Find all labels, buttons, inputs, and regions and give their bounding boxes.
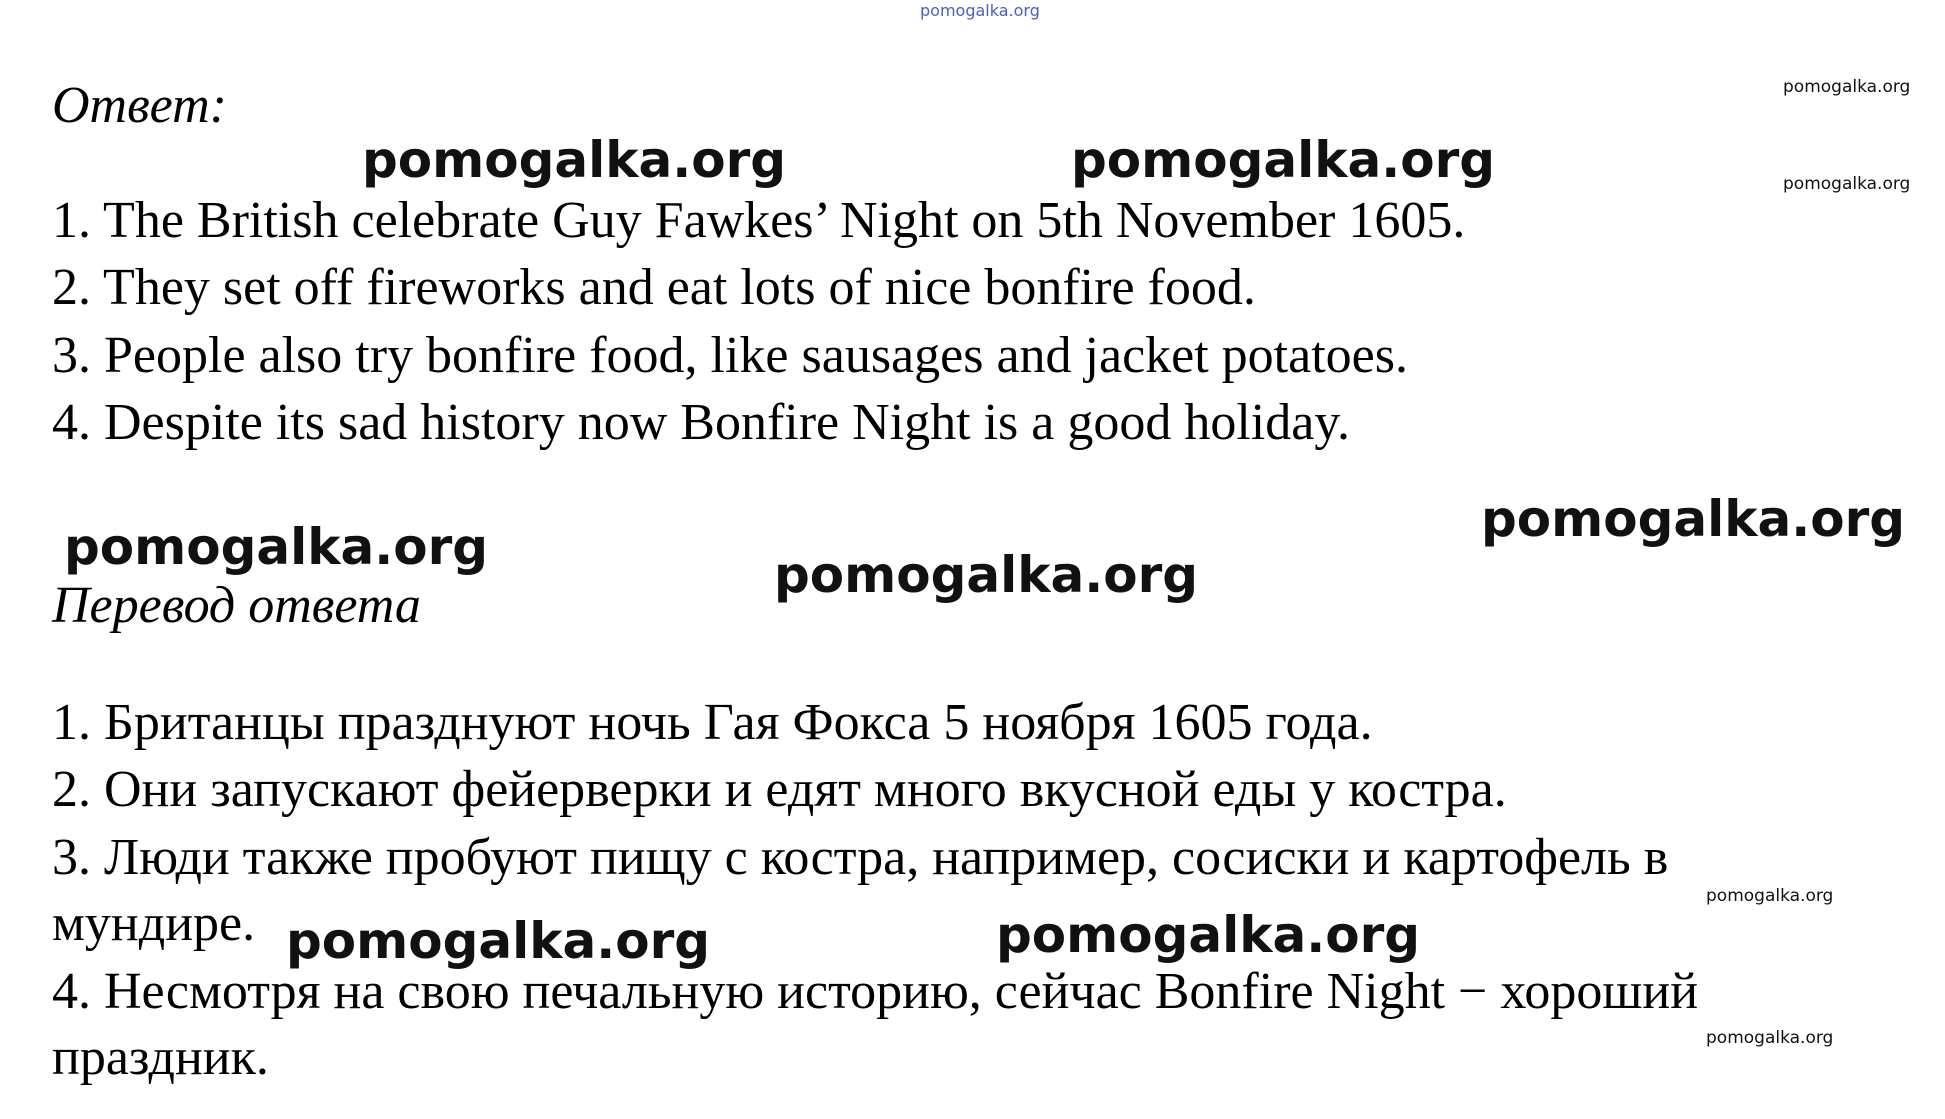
watermark-small: pomogalka.org [1783, 77, 1911, 97]
translation-heading: Перевод ответа [52, 577, 421, 634]
watermark-small: pomogalka.org [1783, 174, 1911, 194]
translation-line-1: 1. Британцы празднуют ночь Гая Фокса 5 ноября 1605 года. [52, 694, 1373, 751]
watermark-large: pomogalka.org [362, 131, 787, 189]
translation-line-4: 4. Несмотря на свою печальную историю, сейчас Bonfire Night − хороший [52, 963, 1699, 1020]
watermark-large: pomogalka.org [774, 546, 1199, 604]
answer-heading: Ответ: [52, 77, 227, 134]
watermark-large: pomogalka.org [1481, 490, 1906, 548]
watermark-large: pomogalka.org [996, 906, 1421, 964]
watermark-large: pomogalka.org [286, 912, 711, 970]
watermark-small: pomogalka.org [1706, 1028, 1834, 1048]
translation-line-4-cont: праздник. [52, 1029, 269, 1086]
answer-line-4: 4. Despite its sad history now Bonfire Night is a good holiday. [52, 394, 1350, 451]
translation-line-3-cont: мундире. [52, 895, 256, 952]
answer-line-1: 1. The British celebrate Guy Fawkes’ Night on 5th November 1605. [52, 192, 1466, 249]
translation-line-3: 3. Люди также пробуют пищу с костра, например, сосиски и картофель в [52, 829, 1669, 886]
watermark-top: pomogalka.org [920, 1, 1040, 20]
watermark-large: pomogalka.org [64, 518, 489, 576]
answer-line-3: 3. People also try bonfire food, like sausages and jacket potatoes. [52, 327, 1408, 384]
answer-line-2: 2. They set off fireworks and eat lots of nice bonfire food. [52, 259, 1256, 316]
watermark-small: pomogalka.org [1706, 886, 1834, 906]
watermark-large: pomogalka.org [1071, 131, 1496, 189]
translation-line-2: 2. Они запускают фейерверки и едят много вкусной еды у костра. [52, 761, 1507, 818]
